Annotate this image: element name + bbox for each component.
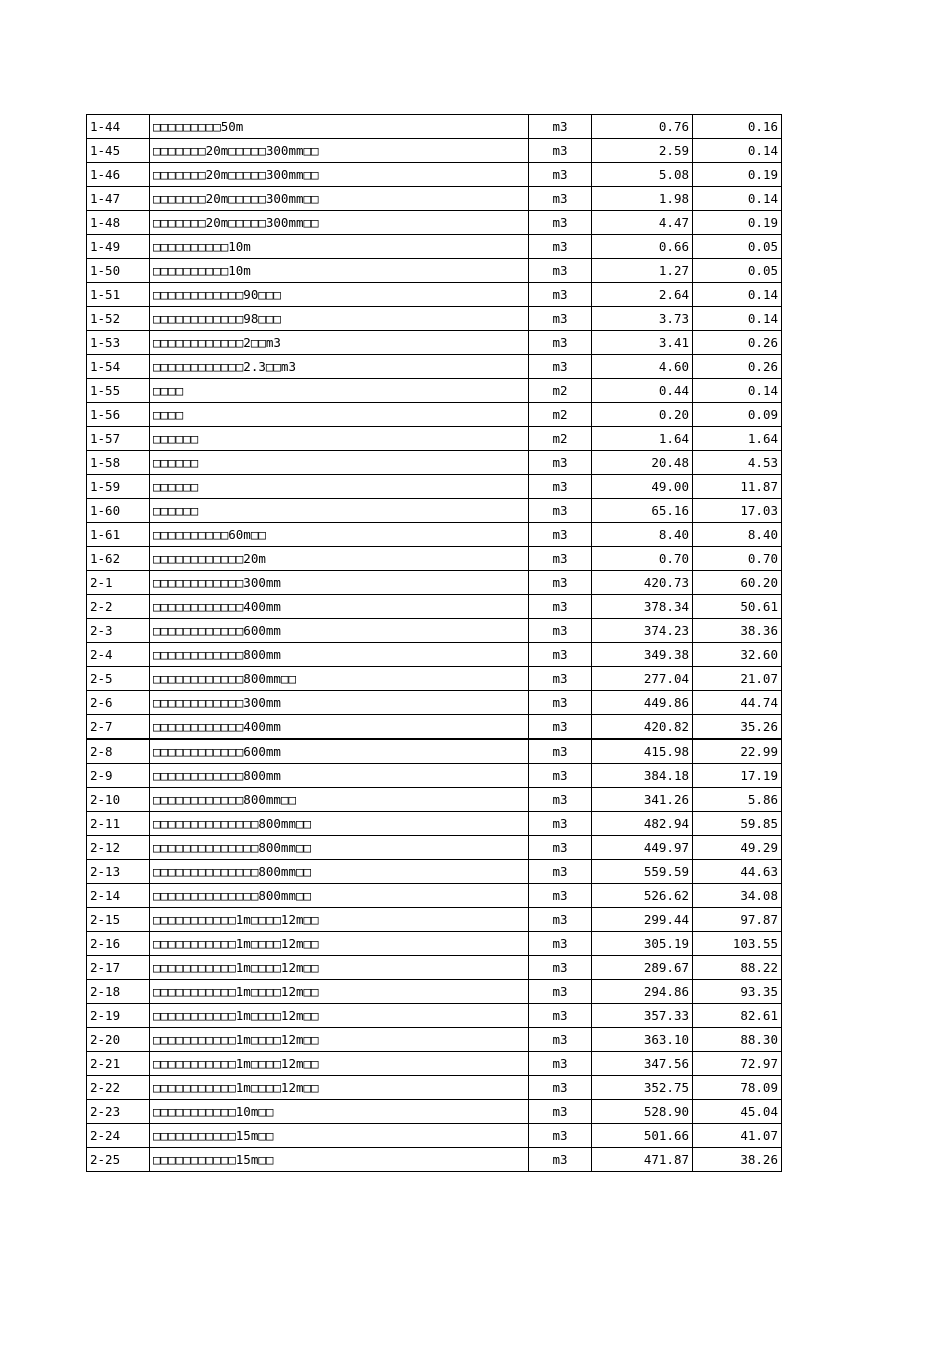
- item-code-cell: 2-15: [87, 908, 150, 932]
- base-price-cell: 49.00: [592, 475, 693, 499]
- labor-cost-cell: 41.07: [693, 1124, 782, 1148]
- table-row: [87, 1148, 782, 1172]
- quota-table: [86, 114, 782, 1172]
- labor-cost-cell: 97.87: [693, 908, 782, 932]
- item-code-cell: 2-23: [87, 1100, 150, 1124]
- item-code-cell: 1-53: [87, 331, 150, 355]
- unit-cell: m3: [529, 1052, 592, 1076]
- item-name-cell: □□□□□□□□□□□1m□□□□12m□□: [150, 908, 529, 932]
- item-code-cell: 2-4: [87, 643, 150, 667]
- item-name-cell: □□□□□□□□□□□1m□□□□12m□□: [150, 1076, 529, 1100]
- item-name-cell: □□□□□□□□□□□□2.3□□m3: [150, 355, 529, 379]
- unit-cell: m3: [529, 812, 592, 836]
- table-row: [87, 715, 782, 740]
- labor-cost-cell: 49.29: [693, 836, 782, 860]
- base-price-cell: 482.94: [592, 812, 693, 836]
- item-name-cell: □□□□□□: [150, 427, 529, 451]
- base-price-cell: 357.33: [592, 1004, 693, 1028]
- base-price-cell: 0.70: [592, 547, 693, 571]
- item-name-cell: □□□□□□□□□□□□600mm: [150, 739, 529, 764]
- base-price-cell: 4.47: [592, 211, 693, 235]
- item-code-cell: 1-57: [87, 427, 150, 451]
- unit-cell: m3: [529, 1004, 592, 1028]
- table-row: [87, 427, 782, 451]
- unit-cell: m3: [529, 451, 592, 475]
- item-name-cell: □□□□□□□□□□□□90□□□: [150, 283, 529, 307]
- item-code-cell: 1-61: [87, 523, 150, 547]
- item-name-cell: □□□□□□□20m□□□□□300mm□□: [150, 163, 529, 187]
- item-code-cell: 2-2: [87, 595, 150, 619]
- table-row: [87, 163, 782, 187]
- base-price-cell: 1.27: [592, 259, 693, 283]
- item-code-cell: 2-25: [87, 1148, 150, 1172]
- base-price-cell: 378.34: [592, 595, 693, 619]
- item-code-cell: 1-54: [87, 355, 150, 379]
- labor-cost-cell: 8.40: [693, 523, 782, 547]
- item-name-cell: □□□□□□: [150, 475, 529, 499]
- item-code-cell: 1-62: [87, 547, 150, 571]
- item-code-cell: 2-14: [87, 884, 150, 908]
- item-name-cell: □□□□□□□□□□□□300mm: [150, 571, 529, 595]
- item-name-cell: □□□□□□□□□□□10m□□: [150, 1100, 529, 1124]
- table-row: [87, 884, 782, 908]
- item-code-cell: 1-51: [87, 283, 150, 307]
- table-row: [87, 547, 782, 571]
- unit-cell: m3: [529, 619, 592, 643]
- unit-cell: m3: [529, 475, 592, 499]
- item-code-cell: 2-18: [87, 980, 150, 1004]
- base-price-cell: 299.44: [592, 908, 693, 932]
- table-row: [87, 739, 782, 764]
- base-price-cell: 420.73: [592, 571, 693, 595]
- labor-cost-cell: 88.30: [693, 1028, 782, 1052]
- labor-cost-cell: 4.53: [693, 451, 782, 475]
- unit-cell: m3: [529, 355, 592, 379]
- item-name-cell: □□□□□□□□□□□□300mm: [150, 691, 529, 715]
- table-row: [87, 451, 782, 475]
- table-row: [87, 235, 782, 259]
- base-price-cell: 363.10: [592, 1028, 693, 1052]
- labor-cost-cell: 38.36: [693, 619, 782, 643]
- unit-cell: m3: [529, 691, 592, 715]
- item-name-cell: □□□□□□□□□50m: [150, 115, 529, 139]
- labor-cost-cell: 0.09: [693, 403, 782, 427]
- table-row: [87, 836, 782, 860]
- item-code-cell: 1-58: [87, 451, 150, 475]
- item-code-cell: 1-46: [87, 163, 150, 187]
- table-row: [87, 980, 782, 1004]
- labor-cost-cell: 35.26: [693, 715, 782, 740]
- item-code-cell: 1-52: [87, 307, 150, 331]
- labor-cost-cell: 0.26: [693, 355, 782, 379]
- labor-cost-cell: 0.26: [693, 331, 782, 355]
- base-price-cell: 347.56: [592, 1052, 693, 1076]
- table-row: [87, 619, 782, 643]
- table-row: [87, 1100, 782, 1124]
- item-name-cell: □□□□□□: [150, 499, 529, 523]
- item-name-cell: □□□□□□□□□□10m: [150, 235, 529, 259]
- base-price-cell: 352.75: [592, 1076, 693, 1100]
- base-price-cell: 5.08: [592, 163, 693, 187]
- labor-cost-cell: 0.14: [693, 283, 782, 307]
- item-name-cell: □□□□□□□20m□□□□□300mm□□: [150, 187, 529, 211]
- base-price-cell: 526.62: [592, 884, 693, 908]
- labor-cost-cell: 82.61: [693, 1004, 782, 1028]
- base-price-cell: 65.16: [592, 499, 693, 523]
- labor-cost-cell: 21.07: [693, 667, 782, 691]
- table-row: [87, 379, 782, 403]
- unit-cell: m3: [529, 235, 592, 259]
- item-code-cell: 1-49: [87, 235, 150, 259]
- item-name-cell: □□□□□□□□□□□□20m: [150, 547, 529, 571]
- labor-cost-cell: 0.70: [693, 547, 782, 571]
- item-name-cell: □□□□: [150, 379, 529, 403]
- item-name-cell: □□□□□□□□□□□□800mm□□: [150, 788, 529, 812]
- unit-cell: m3: [529, 980, 592, 1004]
- unit-cell: m3: [529, 667, 592, 691]
- item-name-cell: □□□□: [150, 403, 529, 427]
- item-code-cell: 2-13: [87, 860, 150, 884]
- item-code-cell: 2-20: [87, 1028, 150, 1052]
- table-row: [87, 1124, 782, 1148]
- labor-cost-cell: 0.14: [693, 139, 782, 163]
- labor-cost-cell: 34.08: [693, 884, 782, 908]
- base-price-cell: 1.98: [592, 187, 693, 211]
- item-name-cell: □□□□□□□20m□□□□□300mm□□: [150, 211, 529, 235]
- unit-cell: m3: [529, 115, 592, 139]
- base-price-cell: 384.18: [592, 764, 693, 788]
- base-price-cell: 2.59: [592, 139, 693, 163]
- unit-cell: m3: [529, 1124, 592, 1148]
- item-name-cell: □□□□□□□□□□□1m□□□□12m□□: [150, 1028, 529, 1052]
- unit-cell: m3: [529, 643, 592, 667]
- unit-cell: m3: [529, 139, 592, 163]
- item-code-cell: 1-55: [87, 379, 150, 403]
- base-price-cell: 8.40: [592, 523, 693, 547]
- item-name-cell: □□□□□□□□□□□1m□□□□12m□□: [150, 956, 529, 980]
- base-price-cell: 2.64: [592, 283, 693, 307]
- item-code-cell: 2-10: [87, 788, 150, 812]
- base-price-cell: 1.64: [592, 427, 693, 451]
- unit-cell: m3: [529, 571, 592, 595]
- table-row: [87, 812, 782, 836]
- item-name-cell: □□□□□□□□□□□□600mm: [150, 619, 529, 643]
- labor-cost-cell: 72.97: [693, 1052, 782, 1076]
- labor-cost-cell: 17.03: [693, 499, 782, 523]
- base-price-cell: 449.86: [592, 691, 693, 715]
- base-price-cell: 374.23: [592, 619, 693, 643]
- table-row: [87, 788, 782, 812]
- item-name-cell: □□□□□□□□□□□□□□800mm□□: [150, 812, 529, 836]
- table-row: [87, 331, 782, 355]
- table-row: [87, 139, 782, 163]
- item-name-cell: □□□□□□□□□□□15m□□: [150, 1124, 529, 1148]
- unit-cell: m3: [529, 884, 592, 908]
- unit-cell: m3: [529, 211, 592, 235]
- table-row: [87, 115, 782, 139]
- unit-cell: m2: [529, 427, 592, 451]
- item-code-cell: 2-9: [87, 764, 150, 788]
- item-name-cell: □□□□□□□□□□□□800mm□□: [150, 667, 529, 691]
- item-name-cell: □□□□□□□□□□60m□□: [150, 523, 529, 547]
- item-code-cell: 2-7: [87, 715, 150, 740]
- labor-cost-cell: 103.55: [693, 932, 782, 956]
- item-code-cell: 1-56: [87, 403, 150, 427]
- base-price-cell: 420.82: [592, 715, 693, 740]
- base-price-cell: 277.04: [592, 667, 693, 691]
- table-row: [87, 403, 782, 427]
- table-row: [87, 283, 782, 307]
- labor-cost-cell: 11.87: [693, 475, 782, 499]
- table-row: [87, 523, 782, 547]
- table-row: [87, 187, 782, 211]
- unit-cell: m3: [529, 715, 592, 740]
- base-price-cell: 305.19: [592, 932, 693, 956]
- labor-cost-cell: 32.60: [693, 643, 782, 667]
- table-row: [87, 932, 782, 956]
- labor-cost-cell: 50.61: [693, 595, 782, 619]
- base-price-cell: 501.66: [592, 1124, 693, 1148]
- table-row: [87, 667, 782, 691]
- unit-cell: m3: [529, 187, 592, 211]
- item-code-cell: 1-44: [87, 115, 150, 139]
- labor-cost-cell: 17.19: [693, 764, 782, 788]
- labor-cost-cell: 22.99: [693, 739, 782, 764]
- labor-cost-cell: 0.14: [693, 187, 782, 211]
- labor-cost-cell: 0.19: [693, 163, 782, 187]
- unit-cell: m3: [529, 836, 592, 860]
- item-code-cell: 2-22: [87, 1076, 150, 1100]
- table-row: [87, 1052, 782, 1076]
- table-row: [87, 307, 782, 331]
- unit-cell: m3: [529, 547, 592, 571]
- labor-cost-cell: 78.09: [693, 1076, 782, 1100]
- item-code-cell: 2-16: [87, 932, 150, 956]
- unit-cell: m3: [529, 739, 592, 764]
- unit-cell: m3: [529, 163, 592, 187]
- labor-cost-cell: 0.16: [693, 115, 782, 139]
- unit-cell: m3: [529, 283, 592, 307]
- unit-cell: m3: [529, 307, 592, 331]
- item-code-cell: 2-3: [87, 619, 150, 643]
- labor-cost-cell: 44.63: [693, 860, 782, 884]
- unit-cell: m2: [529, 379, 592, 403]
- base-price-cell: 3.41: [592, 331, 693, 355]
- unit-cell: m3: [529, 788, 592, 812]
- unit-cell: m3: [529, 860, 592, 884]
- item-name-cell: □□□□□□□□□□□□2□□m3: [150, 331, 529, 355]
- table-row: [87, 860, 782, 884]
- labor-cost-cell: 0.05: [693, 259, 782, 283]
- item-code-cell: 1-45: [87, 139, 150, 163]
- item-code-cell: 1-59: [87, 475, 150, 499]
- base-price-cell: 0.76: [592, 115, 693, 139]
- item-code-cell: 1-50: [87, 259, 150, 283]
- table-row: [87, 571, 782, 595]
- unit-cell: m3: [529, 1100, 592, 1124]
- labor-cost-cell: 45.04: [693, 1100, 782, 1124]
- base-price-cell: 349.38: [592, 643, 693, 667]
- unit-cell: m3: [529, 595, 592, 619]
- table-row: [87, 259, 782, 283]
- table-row: [87, 764, 782, 788]
- item-name-cell: □□□□□□□□□□□□□□800mm□□: [150, 836, 529, 860]
- base-price-cell: 341.26: [592, 788, 693, 812]
- table-row: [87, 1028, 782, 1052]
- labor-cost-cell: 5.86: [693, 788, 782, 812]
- labor-cost-cell: 44.74: [693, 691, 782, 715]
- unit-cell: m3: [529, 1076, 592, 1100]
- base-price-cell: 20.48: [592, 451, 693, 475]
- base-price-cell: 3.73: [592, 307, 693, 331]
- unit-cell: m3: [529, 1148, 592, 1172]
- item-code-cell: 2-5: [87, 667, 150, 691]
- item-code-cell: 1-60: [87, 499, 150, 523]
- item-code-cell: 2-21: [87, 1052, 150, 1076]
- unit-cell: m3: [529, 259, 592, 283]
- unit-cell: m2: [529, 403, 592, 427]
- table-row: [87, 355, 782, 379]
- labor-cost-cell: 1.64: [693, 427, 782, 451]
- base-price-cell: 4.60: [592, 355, 693, 379]
- item-code-cell: 2-11: [87, 812, 150, 836]
- item-code-cell: 2-24: [87, 1124, 150, 1148]
- base-price-cell: 289.67: [592, 956, 693, 980]
- table-row: [87, 211, 782, 235]
- labor-cost-cell: 0.05: [693, 235, 782, 259]
- item-name-cell: □□□□□□□□□□□1m□□□□12m□□: [150, 1052, 529, 1076]
- table-row: [87, 475, 782, 499]
- base-price-cell: 0.20: [592, 403, 693, 427]
- unit-cell: m3: [529, 331, 592, 355]
- item-name-cell: □□□□□□□□□□□1m□□□□12m□□: [150, 1004, 529, 1028]
- item-name-cell: □□□□□□□□□□□□□□800mm□□: [150, 860, 529, 884]
- item-name-cell: □□□□□□□□□□□□400mm: [150, 595, 529, 619]
- item-name-cell: □□□□□□□□□□□1m□□□□12m□□: [150, 932, 529, 956]
- table-row: [87, 691, 782, 715]
- item-code-cell: 2-8: [87, 739, 150, 764]
- base-price-cell: 0.44: [592, 379, 693, 403]
- base-price-cell: 528.90: [592, 1100, 693, 1124]
- item-name-cell: □□□□□□□□□□10m: [150, 259, 529, 283]
- labor-cost-cell: 0.14: [693, 379, 782, 403]
- item-code-cell: 2-1: [87, 571, 150, 595]
- labor-cost-cell: 0.14: [693, 307, 782, 331]
- item-code-cell: 2-19: [87, 1004, 150, 1028]
- table-row: [87, 908, 782, 932]
- unit-cell: m3: [529, 1028, 592, 1052]
- item-code-cell: 2-12: [87, 836, 150, 860]
- table-row: [87, 1076, 782, 1100]
- base-price-cell: 294.86: [592, 980, 693, 1004]
- table-row: [87, 595, 782, 619]
- table-row: [87, 643, 782, 667]
- item-name-cell: □□□□□□□□□□□□98□□□: [150, 307, 529, 331]
- base-price-cell: 471.87: [592, 1148, 693, 1172]
- base-price-cell: 415.98: [592, 739, 693, 764]
- item-code-cell: 2-6: [87, 691, 150, 715]
- item-code-cell: 2-17: [87, 956, 150, 980]
- base-price-cell: 0.66: [592, 235, 693, 259]
- item-name-cell: □□□□□□□□□□□□400mm: [150, 715, 529, 740]
- table-body: [87, 115, 782, 1172]
- item-code-cell: 1-48: [87, 211, 150, 235]
- unit-cell: m3: [529, 499, 592, 523]
- item-name-cell: □□□□□□□□□□□□□□800mm□□: [150, 884, 529, 908]
- table-row: [87, 956, 782, 980]
- unit-cell: m3: [529, 764, 592, 788]
- unit-cell: m3: [529, 523, 592, 547]
- base-price-cell: 559.59: [592, 860, 693, 884]
- item-name-cell: □□□□□□□□□□□1m□□□□12m□□: [150, 980, 529, 1004]
- labor-cost-cell: 38.26: [693, 1148, 782, 1172]
- unit-cell: m3: [529, 956, 592, 980]
- labor-cost-cell: 88.22: [693, 956, 782, 980]
- table-row: [87, 1004, 782, 1028]
- unit-cell: m3: [529, 908, 592, 932]
- labor-cost-cell: 60.20: [693, 571, 782, 595]
- table-row: [87, 499, 782, 523]
- item-name-cell: □□□□□□□□□□□□800mm: [150, 764, 529, 788]
- item-code-cell: 1-47: [87, 187, 150, 211]
- labor-cost-cell: 0.19: [693, 211, 782, 235]
- unit-cell: m3: [529, 932, 592, 956]
- item-name-cell: □□□□□□□□□□□15m□□: [150, 1148, 529, 1172]
- labor-cost-cell: 93.35: [693, 980, 782, 1004]
- labor-cost-cell: 59.85: [693, 812, 782, 836]
- base-price-cell: 449.97: [592, 836, 693, 860]
- item-name-cell: □□□□□□□20m□□□□□300mm□□: [150, 139, 529, 163]
- item-name-cell: □□□□□□: [150, 451, 529, 475]
- item-name-cell: □□□□□□□□□□□□800mm: [150, 643, 529, 667]
